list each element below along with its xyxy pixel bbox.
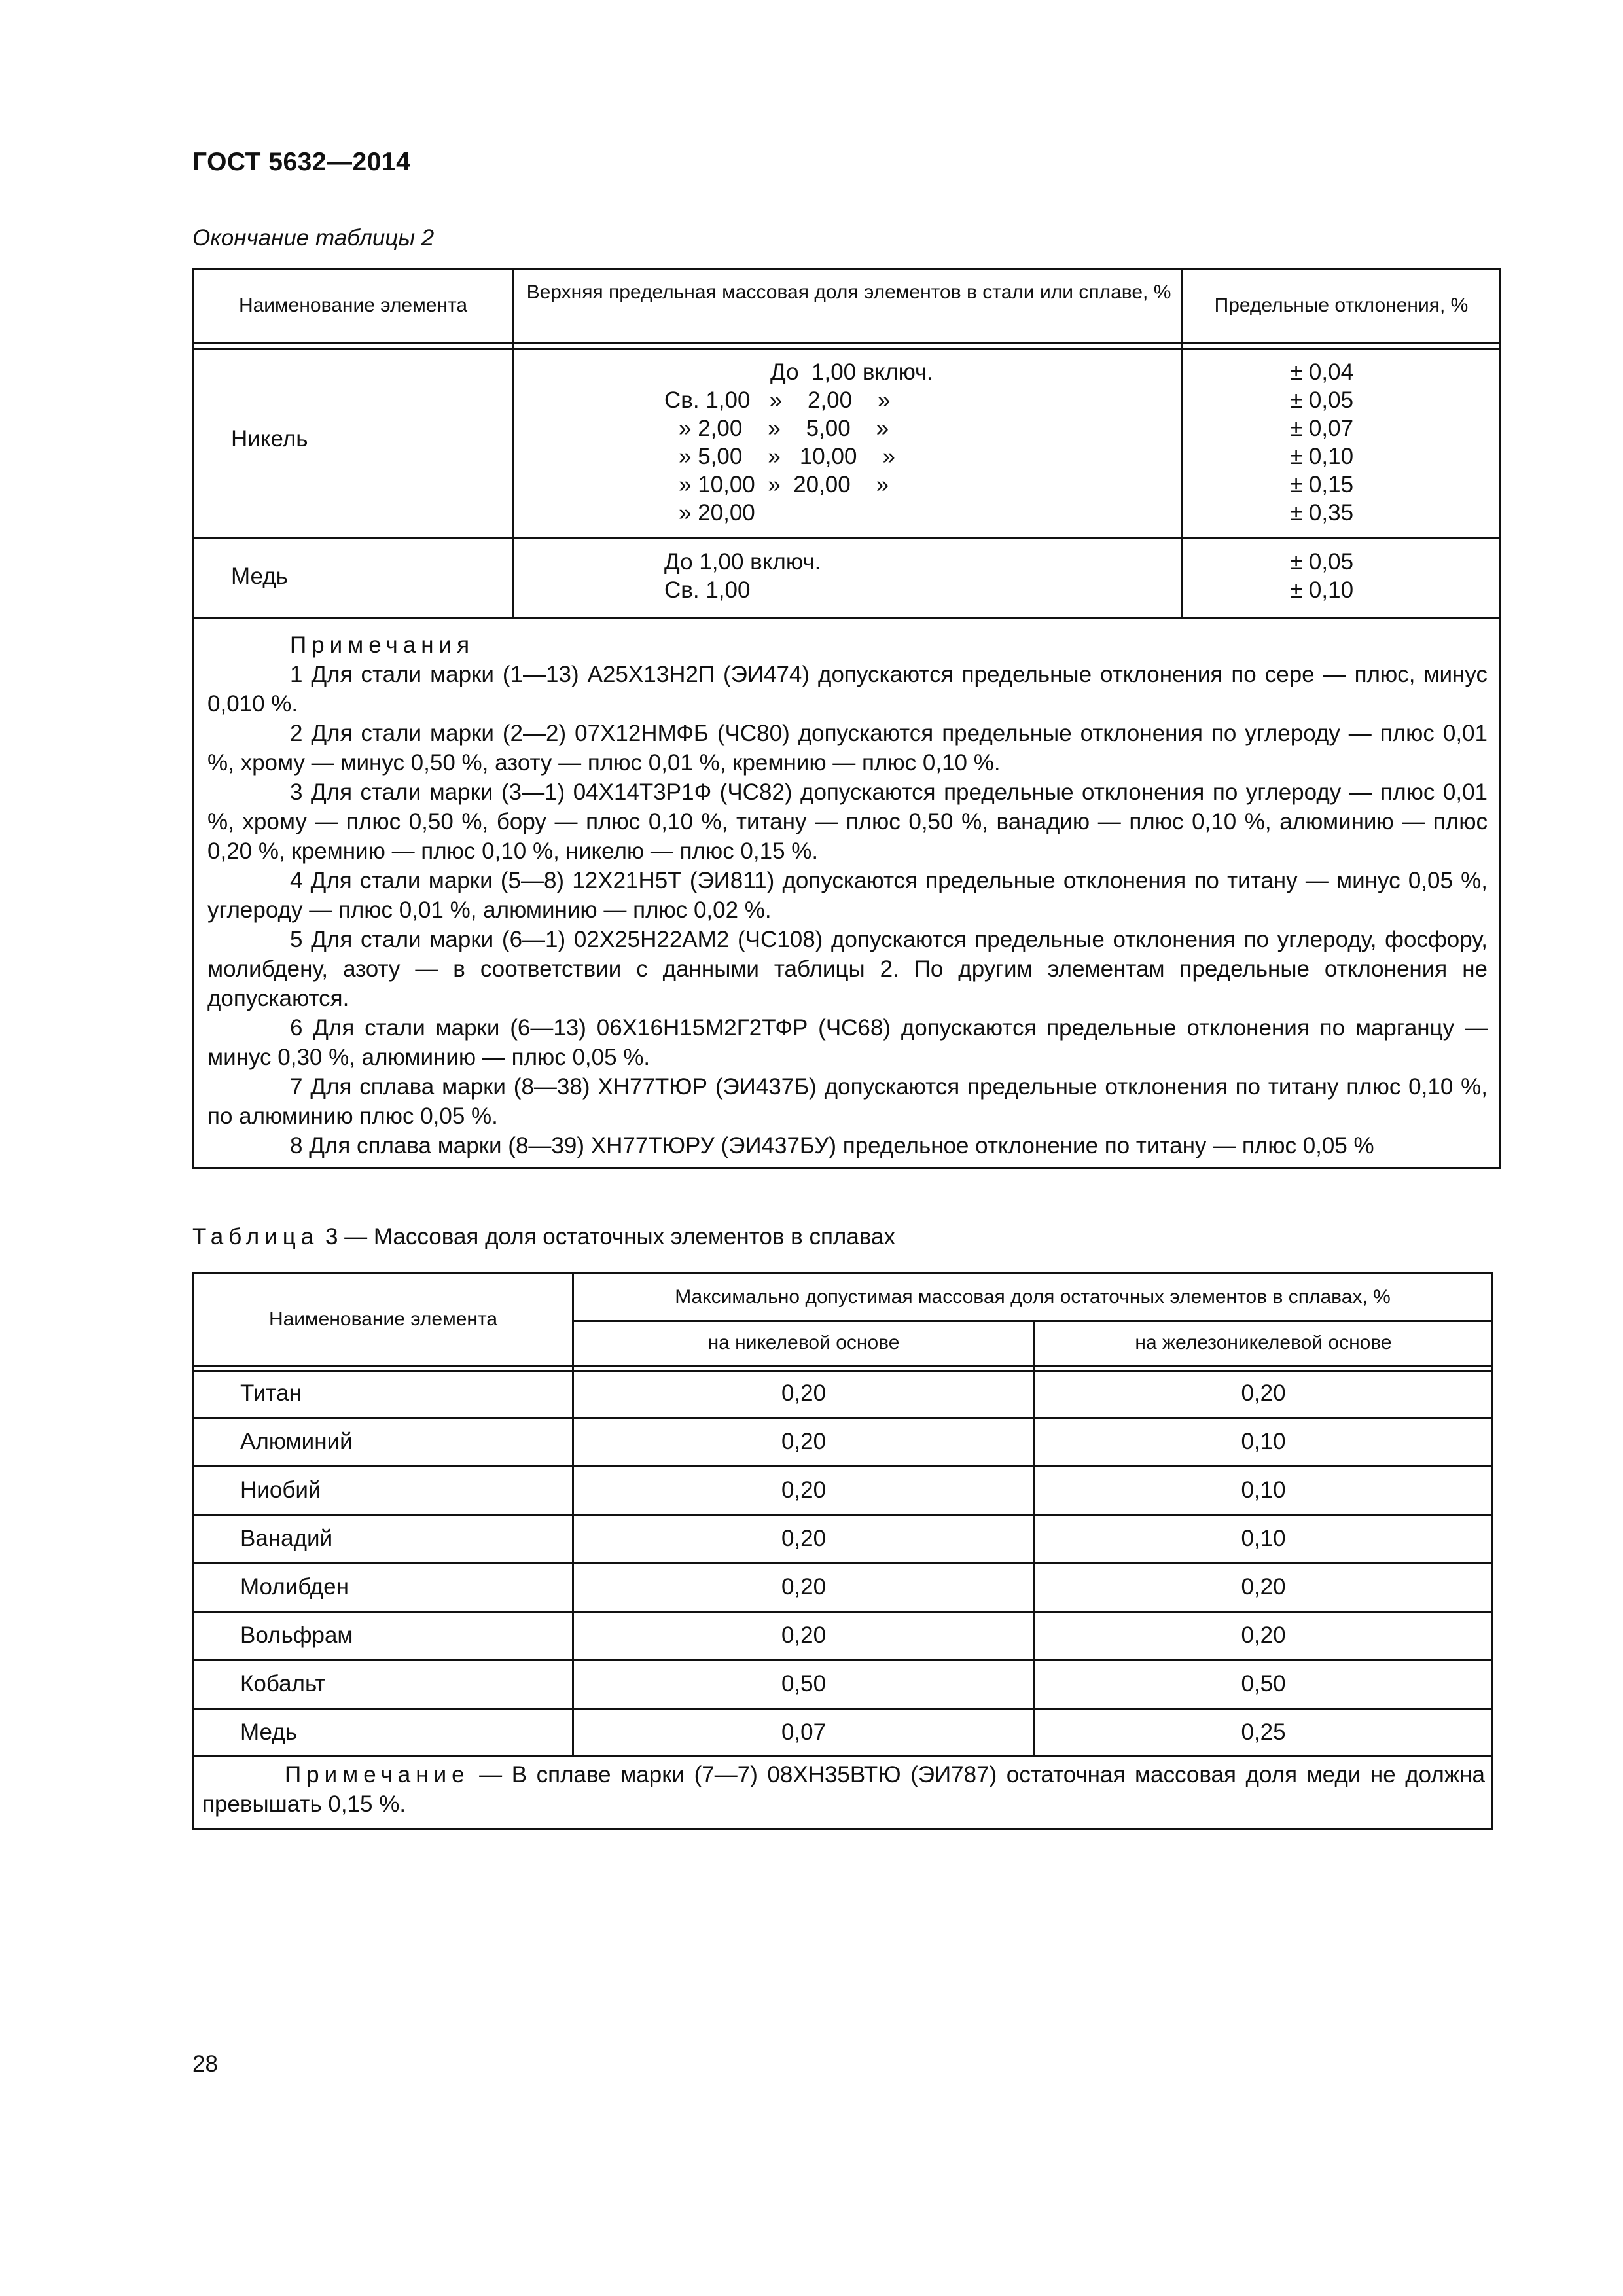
- table-2: [192, 268, 1501, 1169]
- table3-note: [202, 1760, 1485, 1819]
- range-value: » 10,00 » 20,00 »: [679, 472, 889, 497]
- column-header-deviation: Предельные отклонения, %: [1214, 295, 1469, 316]
- element-name: Ванадий: [240, 1526, 333, 1551]
- deviation-value: ± 0,35: [1290, 500, 1354, 526]
- element-name: Медь: [240, 1719, 297, 1745]
- ironnickel-value: 0,20: [1241, 1574, 1286, 1600]
- deviation-value: ± 0,04: [1290, 359, 1354, 385]
- range-value: До 1,00 включ.: [770, 359, 934, 385]
- ironnickel-value: 0,25: [1241, 1719, 1286, 1745]
- table-divider: [194, 1365, 1491, 1367]
- deviation-value: ± 0,10: [1290, 577, 1354, 603]
- table-divider: [194, 348, 1499, 350]
- nickel-value: 0,20: [781, 1380, 827, 1406]
- ironnickel-value: 0,50: [1241, 1671, 1286, 1696]
- deviation-value: ± 0,07: [1290, 416, 1354, 441]
- range-value: » 2,00 » 5,00 »: [679, 416, 889, 441]
- range-value: » 5,00 » 10,00 »: [679, 444, 895, 469]
- range-value: До 1,00 включ.: [664, 549, 821, 575]
- element-name: Медь: [231, 564, 288, 589]
- element-name: Вольфрам: [240, 1623, 353, 1648]
- table-divider: [512, 270, 514, 619]
- note-item: 8 Для сплава марки (8—39) ХН77ТЮРУ (ЭИ437БУ) предельное отклонение по титану — плюс 0,05 %: [290, 1133, 1374, 1158]
- ironnickel-value: 0,10: [1241, 1429, 1286, 1454]
- table-divider: [194, 537, 1499, 539]
- note-text: — В сплаве марки (7—7) 08ХН35ВТЮ (ЭИ787) остаточная массовая доля меди не должна превышать 0,15 %.: [202, 1762, 1485, 1817]
- table3-caption-text: 3 — Массовая доля остаточных элементов в сплавах: [319, 1224, 895, 1249]
- nickel-value: 0,20: [781, 1477, 827, 1503]
- table-divider: [194, 1562, 1491, 1564]
- document-title: ГОСТ 5632—2014: [192, 148, 411, 176]
- note-item: 6 Для стали марки (6—13) 06Х16Н15М2Г2ТФР (ЧС68) допускаются предельные отклонения по марганцу — минус 0,30 %, алюминию — плюс 0,05 %.: [207, 1015, 1488, 1070]
- column-header-upper-limit: Верхняя предельная массовая доля элементов в стали или сплаве, %: [526, 281, 1171, 303]
- element-name: Алюминий: [240, 1429, 353, 1454]
- deviation-value: ± 0,15: [1290, 472, 1354, 497]
- element-name: Кобальт: [240, 1671, 326, 1696]
- element-name: Титан: [240, 1380, 302, 1406]
- element-name: Никель: [231, 426, 308, 452]
- ironnickel-value: 0,10: [1241, 1477, 1286, 1503]
- page-number: 28: [192, 2051, 218, 2077]
- column-header-group: Максимально допустимая массовая доля остаточных элементов в сплавах, %: [675, 1286, 1391, 1308]
- nickel-value: 0,20: [781, 1623, 827, 1648]
- table-divider: [194, 342, 1499, 344]
- table-divider: [194, 1514, 1491, 1516]
- note-item: 4 Для стали марки (5—8) 12Х21Н5Т (ЭИ811) допускаются предельные отклонения по титану — минус 0,05 %, углероду — плюс 0,01 %, алюминию — плюс 0,02 %.: [207, 868, 1488, 923]
- element-name: Ниобий: [240, 1477, 321, 1503]
- range-value: Св. 1,00: [664, 577, 751, 603]
- column-header-element: Наименование элемента: [268, 1308, 498, 1330]
- note-item: 2 Для стали марки (2—2) 07Х12НМФБ (ЧС80) допускаются предельные отклонения по углероду — плюс 0,01 %, хрому — минус 0,50 %, азоту — плюс 0,01 %, кремнию — плюс 0,10 %.: [207, 721, 1488, 776]
- note-item: 5 Для стали марки (6—1) 02Х25Н22АМ2 (ЧС108) допускаются предельные отклонения по углероду, фосфору, молибдену, азоту — в соответствии с данными таблицы 2. По другим элементам предельные отклонения не допускаются.: [207, 927, 1488, 1011]
- column-header-nickel: на никелевой основе: [707, 1332, 900, 1354]
- nickel-value: 0,07: [781, 1719, 827, 1745]
- note-title: Примечание: [285, 1762, 470, 1787]
- deviation-value: ± 0,05: [1290, 549, 1354, 575]
- element-name: Молибден: [240, 1574, 349, 1600]
- column-header-element: Наименование элемента: [238, 295, 468, 316]
- table-divider: [1181, 270, 1183, 619]
- notes-title: Примечания: [290, 632, 475, 658]
- table-divider: [194, 617, 1499, 619]
- table-divider: [194, 1370, 1491, 1372]
- table2-continuation-label: Окончание таблицы 2: [192, 225, 435, 251]
- table-divider: [194, 1755, 1491, 1757]
- table-divider: [194, 1417, 1491, 1419]
- note-item: 1 Для стали марки (1—13) А25Х13Н2П (ЭИ474) допускаются предельные отклонения по сере — плюс, минус 0,010 %.: [207, 662, 1488, 717]
- nickel-value: 0,20: [781, 1574, 827, 1600]
- table-3: [192, 1272, 1493, 1830]
- table-divider: [194, 1659, 1491, 1661]
- range-value: » 20,00: [679, 500, 755, 526]
- table-divider: [194, 1611, 1491, 1613]
- table-divider: [194, 1465, 1491, 1467]
- note-item: 7 Для сплава марки (8—38) ХН77ТЮР (ЭИ437Б) допускаются предельные отклонения по титану плюс 0,10 %, по алюминию плюс 0,05 %.: [207, 1074, 1488, 1129]
- table-divider: [572, 1320, 1491, 1322]
- note-item: 3 Для стали марки (3—1) 04Х14Т3Р1Ф (ЧС82) допускаются предельные отклонения по углероду — плюс 0,01 %, хрому — плюс 0,50 %, бору — плюс 0,10 %, титану — плюс 0,50 %, ванадию — плюс 0,10 %, алюминию — плюс 0,20 %, кремнию — плюс 0,10 %, никелю — плюс 0,15 %.: [207, 780, 1488, 864]
- ironnickel-value: 0,20: [1241, 1380, 1286, 1406]
- ironnickel-value: 0,20: [1241, 1623, 1286, 1648]
- range-value: Св. 1,00 » 2,00 »: [664, 387, 891, 413]
- column-header-ironnickel: на железоникелевой основе: [1135, 1332, 1392, 1354]
- deviation-value: ± 0,05: [1290, 387, 1354, 413]
- ironnickel-value: 0,10: [1241, 1526, 1286, 1551]
- table2-notes: [207, 630, 1488, 1160]
- table-divider: [194, 1708, 1491, 1710]
- table3-caption-prefix: Таблица: [192, 1224, 319, 1249]
- nickel-value: 0,20: [781, 1526, 827, 1551]
- nickel-value: 0,20: [781, 1429, 827, 1454]
- nickel-value: 0,50: [781, 1671, 827, 1696]
- deviation-value: ± 0,10: [1290, 444, 1354, 469]
- table3-caption: [192, 1224, 895, 1250]
